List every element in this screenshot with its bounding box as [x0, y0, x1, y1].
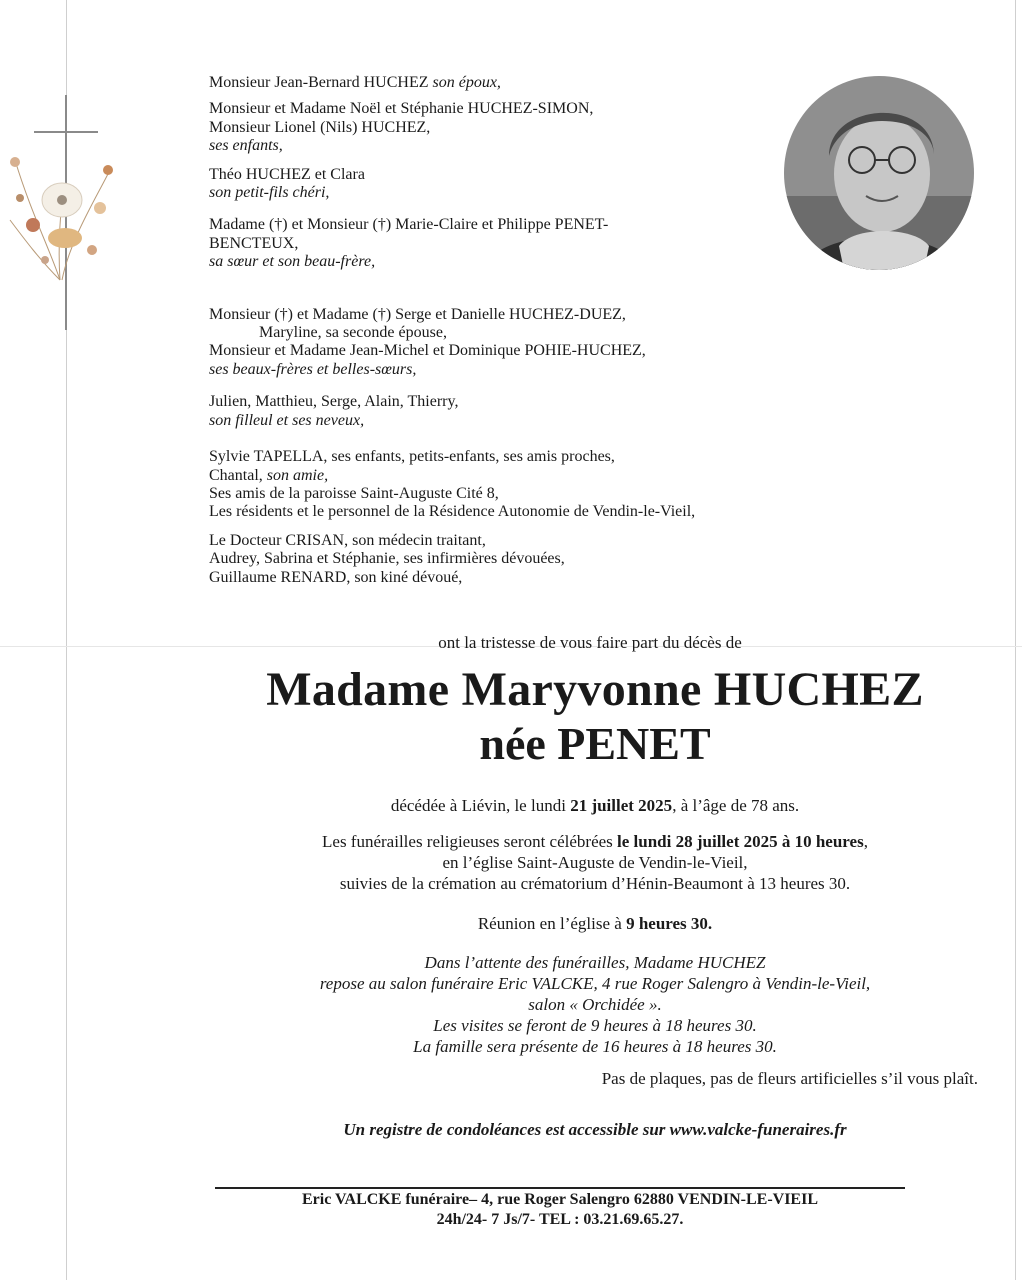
family-line: Ses amis de la paroisse Saint-Auguste Cité 8,	[209, 484, 499, 502]
no-flowers-note: Pas de plaques, pas de fleurs artificielles s’il vous plaît.	[601, 1069, 978, 1088]
visits-info: Dans l’attente des funérailles, Madame HUCHEZ repose au salon funéraire Eric VALCKE, 4 rue Roger Salengro à Vendin-le-Vieil, salon « Orchidée ». Les visites se feront de 9 heures à 18 heures 30. La famille sera présente de 16 heures à 18 heures 30.	[319, 953, 871, 1056]
family-line: son filleul et ses neveux,	[209, 411, 365, 429]
condolence-registry: Un registre de condoléances est accessible sur www.valcke-funeraires.fr	[343, 1120, 847, 1139]
family-line: Maryline, sa seconde épouse,	[259, 324, 447, 342]
family-line: Théo HUCHEZ et Clara	[209, 165, 365, 183]
cross-flowers-decoration	[0, 90, 140, 340]
funeral-home-address: Eric VALCKE funéraire– 4, rue Roger Salengro 62880 VENDIN-LE-VIEIL	[301, 1191, 818, 1208]
family-line: ses beaux-frères et belles-sœurs,	[209, 360, 417, 378]
footer-rule	[215, 1187, 905, 1189]
family-group	[209, 216, 809, 271]
funeral-info: Les funérailles religieuses seront célébrées le lundi 28 juillet 2025 à 10 heures, en l’église Saint-Auguste de Vendin-le-Vieil, suivies de la crémation au crématorium d’Hénin-Beaumont à 13 heures 30.	[322, 832, 868, 893]
announcement-intro: ont la tristesse de vous faire part du décès de	[438, 633, 742, 652]
reunion-line: Réunion en l’église à 9 heures 30.	[477, 914, 713, 933]
funeral-home-phone: 24h/24- 7 Js/7- TEL : 03.21.69.65.27.	[436, 1211, 684, 1228]
family-line: Audrey, Sabrina et Stéphanie, ses infirmières dévouées,	[209, 550, 565, 568]
family-line: Madame (†) et Monsieur (†) Marie-Claire et Philippe PENET-	[209, 216, 609, 234]
family-line: son petit-fils chéri,	[209, 184, 330, 202]
family-group	[209, 306, 809, 380]
page-border-right	[1015, 0, 1016, 1280]
family-group	[209, 166, 809, 203]
family-line: Les résidents et le personnel de la Résidence Autonomie de Vendin-le-Vieil,	[209, 503, 696, 521]
family-line: Chantal, son amie,	[209, 466, 329, 484]
family-line: Sylvie TAPELLA, ses enfants, petits-enfants, ses amis proches,	[209, 448, 615, 466]
family-line: Guillaume RENARD, son kiné dévoué,	[209, 568, 463, 586]
family-list	[209, 74, 809, 597]
family-line: Monsieur et Madame Noël et Stéphanie HUCHEZ-SIMON,	[209, 100, 594, 118]
family-group	[209, 100, 809, 155]
family-group	[209, 74, 809, 92]
family-line: Monsieur Lionel (Nils) HUCHEZ,	[209, 118, 431, 136]
family-line: sa sœur et son beau-frère,	[209, 253, 376, 271]
family-line: ses enfants,	[209, 137, 283, 155]
portrait-photo	[784, 76, 974, 270]
family-line: Monsieur et Madame Jean-Michel et Dominique POHIE-HUCHEZ,	[209, 342, 646, 360]
funeral-home-footer	[0, 1190, 1022, 1230]
family-group	[209, 393, 809, 430]
death-line: décédée à Liévin, le lundi 21 juillet 2025, à l’âge de 78 ans.	[390, 796, 800, 815]
maiden-name: née PENET	[479, 718, 711, 769]
family-group	[209, 448, 809, 522]
deceased-name: Madame Maryvonne HUCHEZ	[266, 663, 924, 716]
family-line: Monsieur (†) et Madame (†) Serge et Danielle HUCHEZ-DUEZ,	[209, 305, 626, 323]
family-line: BENCTEUX,	[209, 234, 299, 252]
family-line: Monsieur Jean-Bernard HUCHEZ son époux,	[209, 74, 501, 91]
family-group	[209, 532, 809, 587]
family-line: Le Docteur CRISAN, son médecin traitant,	[209, 531, 486, 549]
family-line: Julien, Matthieu, Serge, Alain, Thierry,	[209, 393, 459, 411]
